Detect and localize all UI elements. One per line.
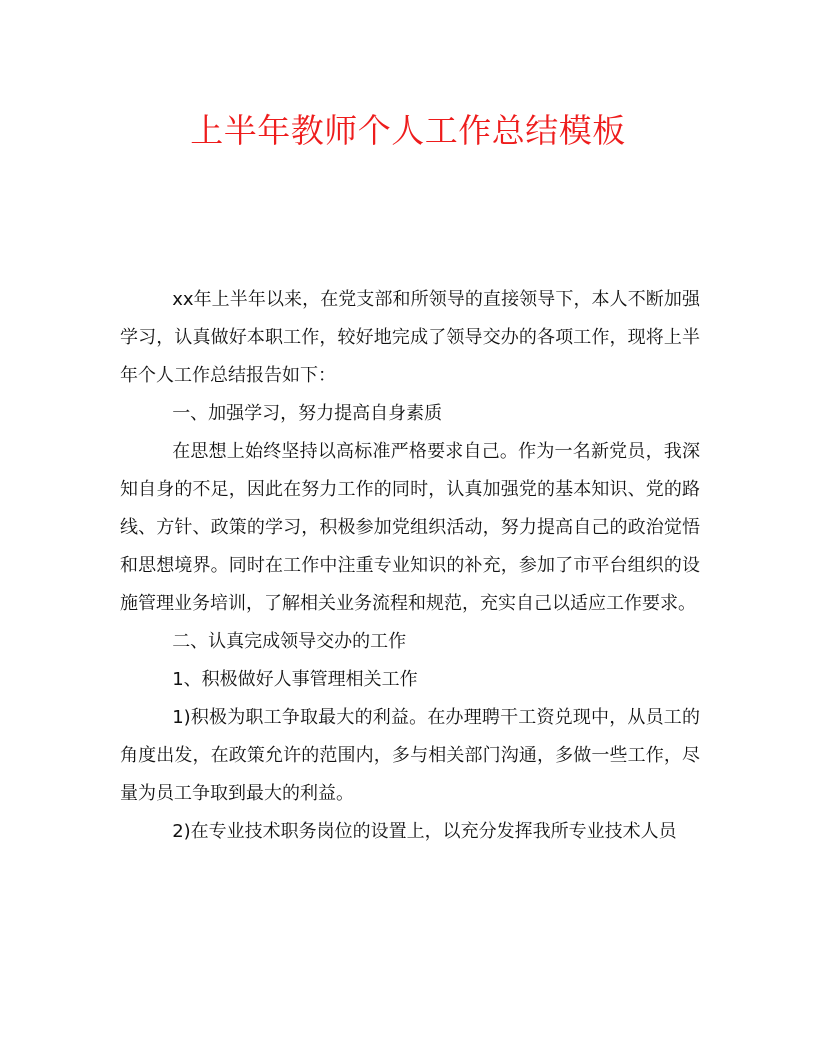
list-item-1: 1)积极为职工争取最大的利益。在办理聘干工资兑现中，从员工的角度出发，在政策允许的范围内，多与相关部门沟通，多做一些工作，尽量为员工争取到最大的利益。 [120,707,700,804]
subsection-heading-1: 1、积极做好人事管理相关工作 [172,669,418,690]
intro-paragraph: xx年上半年以来，在党支部和所领导的直接领导下，本人不断加强学习，认真做好本职工作，较好地完成了领导交办的各项工作，现将上半年个人工作总结报告如下： [120,289,700,386]
document-body [120,281,700,851]
section-heading-1: 一、加强学习，努力提高自身素质 [172,403,443,424]
section-1-paragraph: 在思想上始终坚持以高标准严格要求自己。作为一名新党员，我深知自身的不足，因此在努力工作的同时，认真加强党的基本知识、党的路线、方针、政策的学习，积极参加党组织活动，努力提高自己的政治觉悟和思想境界。同时在工作中注重专业知识的补充，参加了市平台组织的设施管理业务培训，了解相关业务流程和规范，充实自己以适应工作要求。 [120,441,700,614]
list-item-2: 2)在专业技术职务岗位的设置上，以充分发挥我所专业技术人员 [172,821,677,842]
section-heading-2: 二、认真完成领导交办的工作 [172,631,407,652]
document-title: 上半年教师个人工作总结模板 [190,111,626,150]
